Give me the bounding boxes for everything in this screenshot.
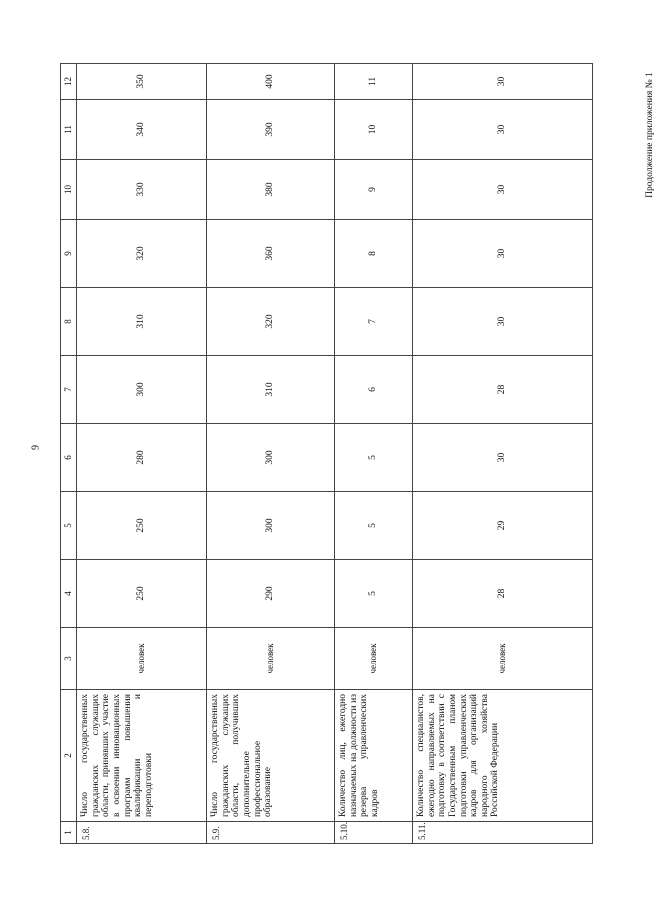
value-cell: 400 bbox=[207, 64, 335, 100]
value-cell: 9 bbox=[335, 160, 413, 220]
header-cell: 3 bbox=[61, 628, 77, 690]
value-cell: 6 bbox=[335, 356, 413, 424]
table-row bbox=[413, 64, 593, 844]
value-cell: 10 bbox=[335, 100, 413, 160]
row-unit: человек bbox=[335, 628, 413, 690]
row-description: Количество лиц, ежегодно назначаемых на должности из резерва управленческих кадров bbox=[335, 690, 413, 822]
value-cell: 5 bbox=[335, 560, 413, 628]
value-cell: 8 bbox=[335, 220, 413, 288]
header-cell: 4 bbox=[61, 560, 77, 628]
header-cell: 11 bbox=[61, 100, 77, 160]
header-cell: 1 bbox=[61, 822, 77, 844]
value-cell: 11 bbox=[335, 64, 413, 100]
header-cell: 12 bbox=[61, 64, 77, 100]
value-cell: 380 bbox=[207, 160, 335, 220]
table-row bbox=[77, 64, 207, 844]
value-cell: 310 bbox=[207, 356, 335, 424]
row-code: 5.11. bbox=[413, 822, 593, 844]
value-cell: 29 bbox=[413, 492, 593, 560]
value-cell: 5 bbox=[335, 424, 413, 492]
rotated-table-container bbox=[60, 64, 620, 844]
value-cell: 350 bbox=[77, 64, 207, 100]
value-cell: 28 bbox=[413, 560, 593, 628]
value-cell: 300 bbox=[207, 424, 335, 492]
header-cell: 7 bbox=[61, 356, 77, 424]
value-cell: 320 bbox=[207, 288, 335, 356]
value-cell: 7 bbox=[335, 288, 413, 356]
row-unit: человек bbox=[413, 628, 593, 690]
header-row bbox=[61, 64, 77, 844]
header-cell: 2 bbox=[61, 690, 77, 822]
value-cell: 300 bbox=[207, 492, 335, 560]
value-cell: 280 bbox=[77, 424, 207, 492]
value-cell: 30 bbox=[413, 288, 593, 356]
row-code: 5.10. bbox=[335, 822, 413, 844]
value-cell: 30 bbox=[413, 100, 593, 160]
header-cell: 5 bbox=[61, 492, 77, 560]
header-cell: 10 bbox=[61, 160, 77, 220]
row-description: Количество специалистов, ежегодно направляемых на подготовку в соответствии с Государственным планом подготовки управленческих кадров для организаций народного хозяйства Российской Федерации bbox=[413, 690, 593, 822]
value-cell: 30 bbox=[413, 220, 593, 288]
row-code: 5.8. bbox=[77, 822, 207, 844]
table-row bbox=[335, 64, 413, 844]
value-cell: 250 bbox=[77, 560, 207, 628]
value-cell: 5 bbox=[335, 492, 413, 560]
row-unit: человек bbox=[77, 628, 207, 690]
value-cell: 360 bbox=[207, 220, 335, 288]
value-cell: 310 bbox=[77, 288, 207, 356]
value-cell: 28 bbox=[413, 356, 593, 424]
continuation-label: Продолжение приложения № 1 bbox=[645, 72, 655, 198]
row-code: 5.9. bbox=[207, 822, 335, 844]
row-unit: человек bbox=[207, 628, 335, 690]
value-cell: 340 bbox=[77, 100, 207, 160]
value-cell: 30 bbox=[413, 64, 593, 100]
value-cell: 300 bbox=[77, 356, 207, 424]
header-cell: 9 bbox=[61, 220, 77, 288]
indicators-table bbox=[60, 63, 593, 844]
value-cell: 320 bbox=[77, 220, 207, 288]
value-cell: 290 bbox=[207, 560, 335, 628]
value-cell: 390 bbox=[207, 100, 335, 160]
value-cell: 30 bbox=[413, 424, 593, 492]
value-cell: 330 bbox=[77, 160, 207, 220]
table-row bbox=[207, 64, 335, 844]
header-cell: 8 bbox=[61, 288, 77, 356]
value-cell: 30 bbox=[413, 160, 593, 220]
row-description: Число государственных гражданских служащих области, принявших участие в освоении инновационных программ повышения квалификации и переподготовки bbox=[77, 690, 207, 822]
value-cell: 250 bbox=[77, 492, 207, 560]
header-cell: 6 bbox=[61, 424, 77, 492]
page-number: 9 bbox=[30, 445, 42, 450]
row-description: Число государственных гражданских служащих области, получивших дополнительное профессиональное образование bbox=[207, 690, 335, 822]
